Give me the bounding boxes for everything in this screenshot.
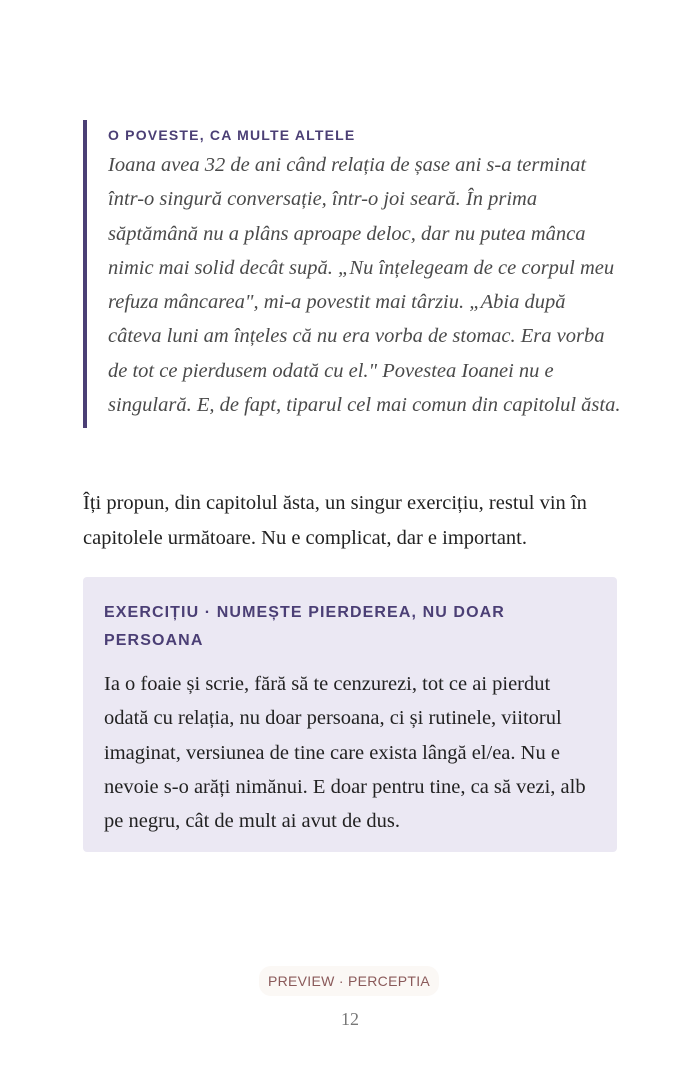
page-number: 12 (341, 1009, 359, 1029)
story-label: O POVESTE, CA MULTE ALTELE (108, 127, 356, 143)
intro-paragraph: Îți propun, din capitolul ăsta, un singur exercițiu, restul vin în capitolele următoare. Nu e complicat, dar e important. (83, 492, 587, 549)
exercise-box (83, 577, 617, 852)
exercise-text: Ia o foaie și scrie, fără să te cenzurezi, tot ce ai pierdut odată cu relația, nu doar persoana, ci și rutinele, viitorul imaginat, versiunea de tine care exista lângă el/ea. Nu e nevoie s-o arăți nimănui. E doar pentru tine, ca să vezi, alb pe negru, cât de mult ai avut de dus. (104, 673, 586, 833)
preview-badge: PREVIEW · PERCEPTIA (259, 966, 439, 996)
exercise-title: EXERCIȚIU · NUMEȘTE PIERDEREA, NU DOAR PERSOANA (104, 604, 505, 649)
story-blockquote (83, 120, 623, 428)
story-text: Ioana avea 32 de ani când relația de șase ani s-a terminat într-o singură conversație, într-o joi seară. În prima săptămână nu a plâns aproape deloc, dar nu putea mânca nimic mai solid decât supă. „Nu înțelegeam de ce corpul meu refuza mâncarea", mi-a povestit mai târziu. „Abia după câteva luni am înțeles că nu era vorba de stomac. Era vorba de tot ce pierdusem odată cu el." Povestea Ioanei nu e singulară. E, de fapt, tiparul cel mai comun din capitolul ăsta. (108, 154, 621, 417)
